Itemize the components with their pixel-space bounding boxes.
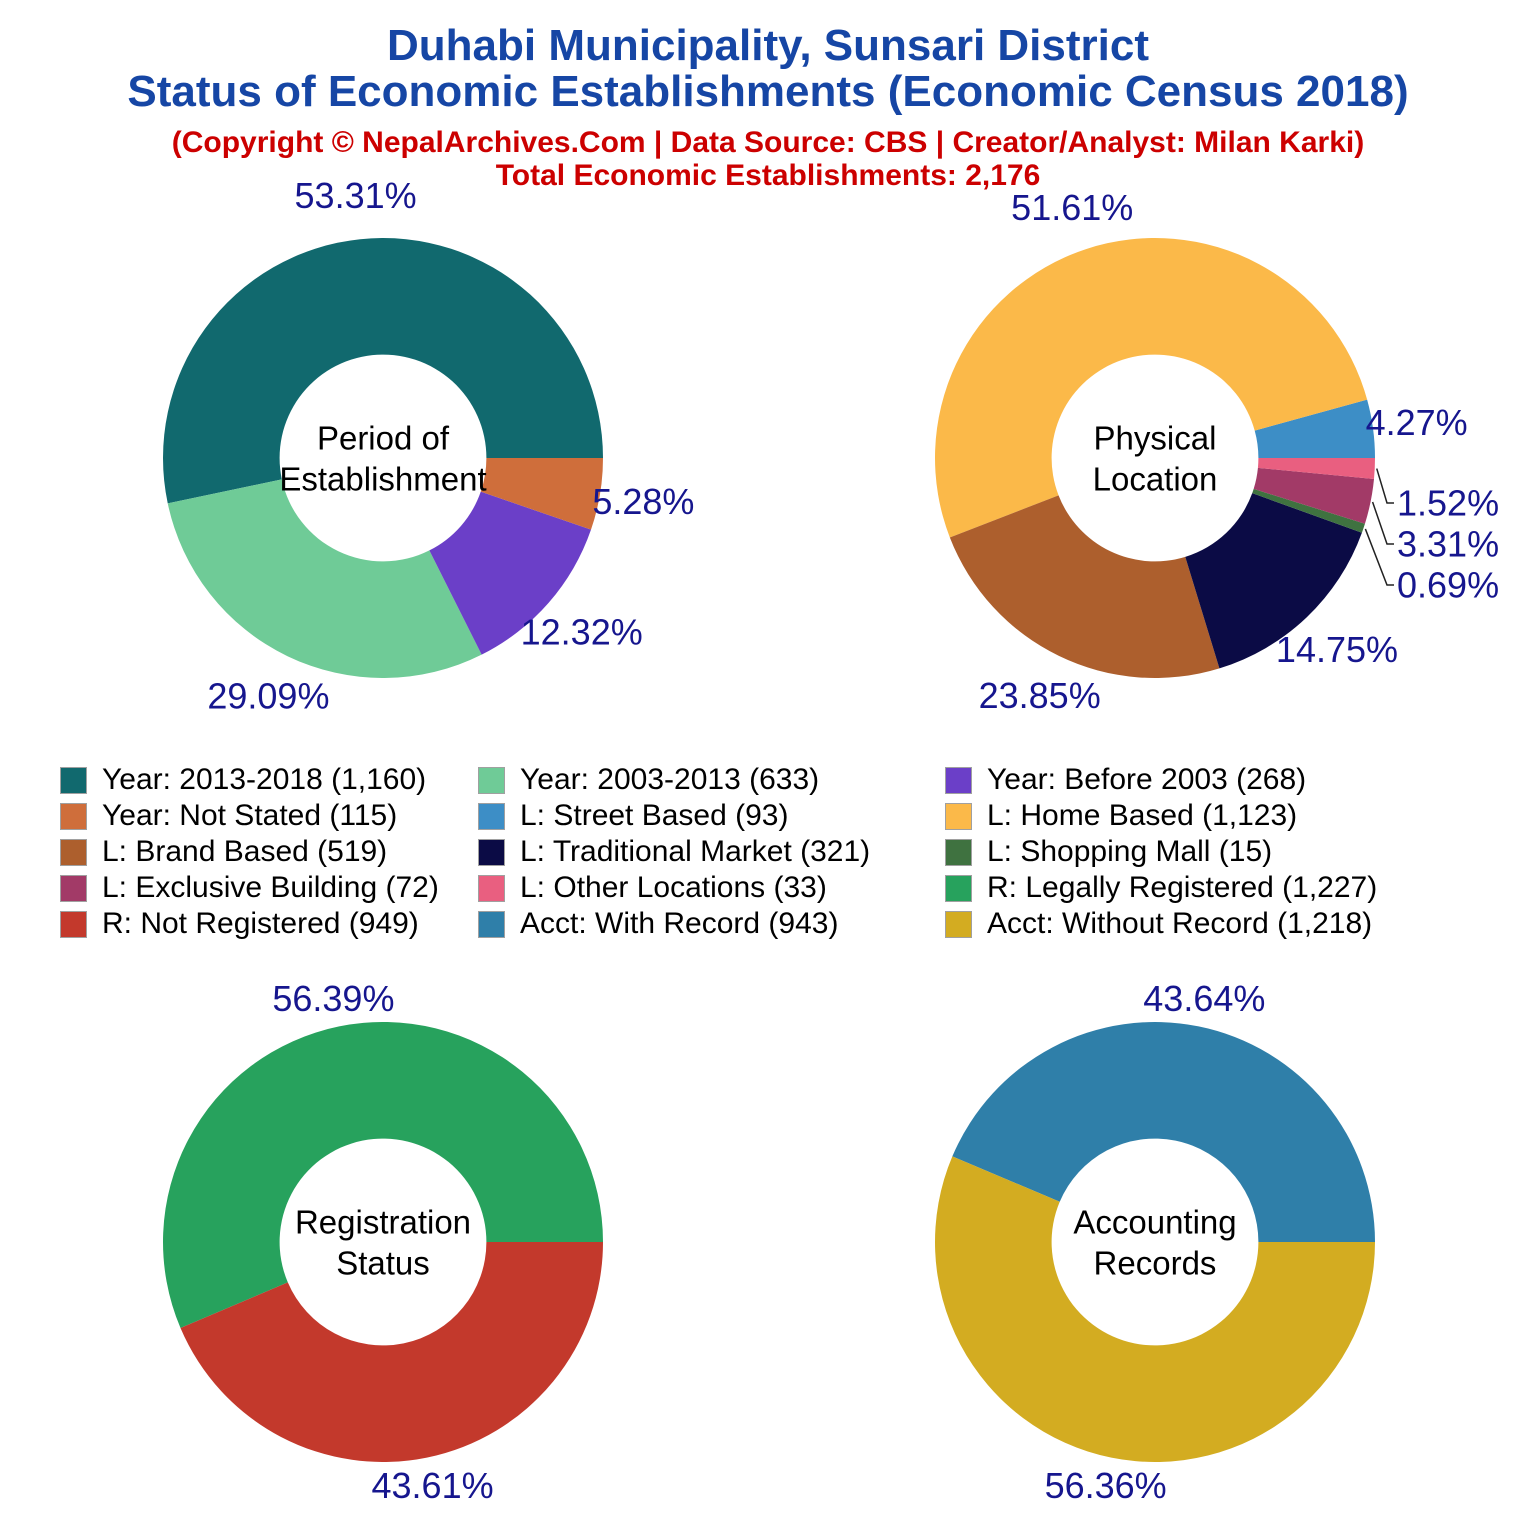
pct-label-year-not-stated: 5.28% xyxy=(592,481,695,523)
legend xyxy=(60,762,1480,942)
donut-chart-period-of-establishment xyxy=(163,175,694,716)
center-label-physical-location-line2: Location xyxy=(1092,460,1218,498)
pct-label-l-shopping-mall: 0.69% xyxy=(1397,564,1500,606)
legend-swatch-l-street-based xyxy=(478,803,505,830)
pct-label-l-brand-based: 23.85% xyxy=(978,674,1101,716)
donut-chart-accounting-records xyxy=(935,978,1375,1506)
legend-swatch-acct-with-record xyxy=(478,911,505,938)
copyright-subtitle: (Copyright © NepalArchives.Com | Data Source: CBS | Creator/Analyst: Milan Karki) xyxy=(171,126,1365,159)
pct-label-l-street-based: 4.27% xyxy=(1365,402,1468,444)
legend-label-l-home-based: L: Home Based (1,123) xyxy=(987,799,1298,832)
legend-label-r-legally-registered: R: Legally Registered (1,227) xyxy=(987,871,1378,904)
legend-swatch-year-2003-2013 xyxy=(478,767,505,794)
legend-item-year-not-stated xyxy=(60,799,478,833)
page-title-line2: Status of Economic Establishments (Economic Census 2018) xyxy=(127,67,1409,116)
donut-chart-registration-status xyxy=(163,978,603,1506)
pct-label-year-before-2003: 12.32% xyxy=(520,611,643,653)
legend-item-l-traditional-market xyxy=(478,835,945,869)
legend-item-l-street-based xyxy=(478,799,945,833)
legend-label-acct-with-record: Acct: With Record (943) xyxy=(520,907,839,940)
pct-label-year-2003-2013: 29.09% xyxy=(207,675,330,717)
legend-swatch-l-other-locations xyxy=(478,875,505,902)
legend-swatch-year-2013-2018 xyxy=(60,767,87,794)
legend-swatch-l-shopping-mall xyxy=(945,839,972,866)
legend-swatch-l-exclusive-building xyxy=(60,875,87,902)
legend-label-l-brand-based: L: Brand Based (519) xyxy=(102,835,388,868)
legend-swatch-acct-without-record xyxy=(945,911,972,938)
legend-swatch-year-not-stated xyxy=(60,803,87,830)
pct-label-l-exclusive-building: 3.31% xyxy=(1397,523,1500,565)
slice-l-brand-based xyxy=(950,495,1220,678)
legend-item-l-home-based xyxy=(945,799,1480,833)
legend-label-l-exclusive-building: L: Exclusive Building (72) xyxy=(102,871,439,904)
legend-item-acct-without-record xyxy=(945,907,1480,941)
legend-label-l-other-locations: L: Other Locations (33) xyxy=(520,871,827,904)
legend-item-acct-with-record xyxy=(478,907,945,941)
total-establishments-line: Total Economic Establishments: 2,176 xyxy=(495,159,1041,192)
legend-item-l-shopping-mall xyxy=(945,835,1480,869)
legend-label-l-shopping-mall: L: Shopping Mall (15) xyxy=(987,835,1273,868)
center-label-registration-status-line1: Registration xyxy=(294,1203,472,1241)
pct-label-acct-without-record: 56.36% xyxy=(1044,1465,1167,1507)
slice-year-2003-2013 xyxy=(168,479,482,678)
legend-item-l-brand-based xyxy=(60,835,478,869)
legend-label-year-2003-2013: Year: 2003-2013 (633) xyxy=(520,763,820,796)
legend-label-year-not-stated: Year: Not Stated (115) xyxy=(102,799,398,832)
pct-label-r-not-registered: 43.61% xyxy=(371,1465,494,1507)
page-title-line1: Duhabi Municipality, Sunsari District xyxy=(387,21,1149,70)
pct-label-l-traditional-market: 14.75% xyxy=(1275,628,1399,670)
pct-label-l-other-locations: 1.52% xyxy=(1397,482,1500,524)
center-label-period-of-establishment-line2: Establishment xyxy=(279,460,487,498)
legend-label-year-before-2003: Year: Before 2003 (268) xyxy=(987,763,1307,796)
legend-swatch-r-not-registered xyxy=(60,911,87,938)
legend-item-r-legally-registered xyxy=(945,871,1480,905)
legend-item-year-2003-2013 xyxy=(478,763,945,797)
leader-line-l-shopping-mall xyxy=(1365,529,1394,585)
center-label-accounting-records-line2: Records xyxy=(1093,1244,1217,1282)
center-label-registration-status-line2: Status xyxy=(336,1244,430,1282)
legend-swatch-r-legally-registered xyxy=(945,875,972,902)
pct-label-year-2013-2018: 53.31% xyxy=(294,174,417,216)
legend-swatch-l-brand-based xyxy=(60,839,87,866)
legend-item-r-not-registered xyxy=(60,907,478,941)
donut-chart-physical-location xyxy=(935,187,1499,716)
legend-swatch-l-traditional-market xyxy=(478,839,505,866)
legend-swatch-year-before-2003 xyxy=(945,767,972,794)
center-label-accounting-records-line1: Accounting xyxy=(1073,1203,1237,1241)
center-label-period-of-establishment-line1: Period of xyxy=(316,419,450,457)
leader-line-l-exclusive-building xyxy=(1373,502,1394,544)
legend-item-year-2013-2018 xyxy=(60,763,478,797)
pct-label-acct-with-record: 43.64% xyxy=(1143,977,1266,1019)
legend-label-r-not-registered: R: Not Registered (949) xyxy=(102,907,419,940)
pct-label-r-legally-registered: 56.39% xyxy=(272,977,395,1019)
legend-label-l-traditional-market: L: Traditional Market (321) xyxy=(520,835,871,868)
legend-swatch-l-home-based xyxy=(945,803,972,830)
leader-line-l-other-locations xyxy=(1377,469,1394,503)
legend-item-l-other-locations xyxy=(478,871,945,905)
pct-label-l-home-based: 51.61% xyxy=(1011,186,1134,228)
legend-item-l-exclusive-building xyxy=(60,871,478,905)
legend-label-l-street-based: L: Street Based (93) xyxy=(520,799,789,832)
legend-label-year-2013-2018: Year: 2013-2018 (1,160) xyxy=(102,763,427,796)
legend-label-acct-without-record: Acct: Without Record (1,218) xyxy=(987,907,1373,940)
center-label-physical-location-line1: Physical xyxy=(1093,419,1217,457)
legend-item-year-before-2003 xyxy=(945,763,1480,797)
